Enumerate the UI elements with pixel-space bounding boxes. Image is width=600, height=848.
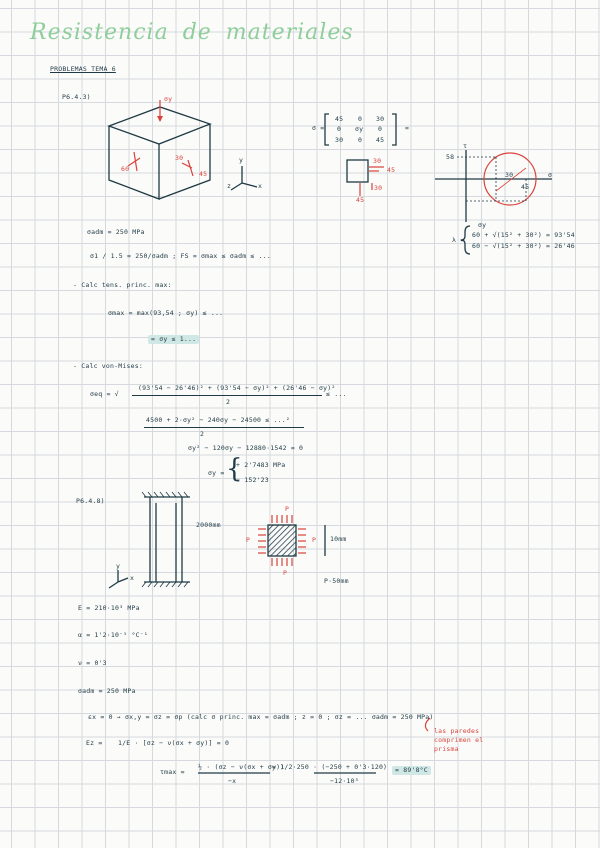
von-mises-lhs: σeq = √ [90, 390, 119, 398]
p-area: P·50mm [324, 577, 349, 585]
mohr-30-label: 30 [505, 171, 514, 179]
solutions-prefix: σy = [208, 469, 225, 477]
von-mises-denominator: 2 [226, 398, 231, 406]
matrix-cell: 45 [335, 115, 344, 123]
page-title: Resistencia de materiales [30, 20, 354, 45]
element-top-label: 30 [373, 157, 382, 165]
calc-von-mises-heading: - Calc von-Mises: [73, 362, 143, 370]
mohr-58-label: 58 [446, 153, 455, 161]
matrix-cell: 0 [378, 125, 383, 133]
tau-max-middle: = 1/2·250 · (−250 + 0'3·120) [272, 763, 388, 771]
element-left-label: 45 [356, 196, 365, 204]
matrix-cell: σy [355, 125, 364, 133]
lambda-line: σy [478, 221, 487, 229]
p-label-left: P [246, 536, 251, 544]
sigma-max-equation: σmax = max(93,54 ; σy) ≤ ... [108, 309, 224, 317]
equation-3: σy² − 120σy − 12880·1542 = 0 [188, 444, 304, 452]
tau-max-result: = 89'8°C [392, 766, 431, 775]
von-mises-rhs: ≤ ... [326, 390, 347, 398]
p-label-top: P [285, 505, 290, 513]
sigma-adm-1: σadm = 250 MPa [87, 228, 145, 236]
mohr-sigma-label: σ [548, 171, 553, 179]
cube-right-top-label: 30 [175, 154, 184, 162]
prism-height: 2000mm [196, 521, 221, 529]
mohr-tau-label: τ [463, 142, 468, 150]
element-side: 10mm [330, 535, 347, 543]
lambda-line: 60 + √(15² + 30²) = 93'54 [472, 231, 575, 239]
axis-z-label: z [227, 182, 232, 190]
element-bottom-label: 30 [374, 184, 383, 192]
calc-principal-heading: - Calc tens. princ. max: [73, 281, 172, 289]
tau-max-denominator-2: −12·10³ [330, 777, 359, 785]
matrix-cell: 0 [358, 115, 363, 123]
sigma-adm-2: σadm = 250 MPa [78, 687, 136, 695]
cube-left-label: 60 [121, 165, 130, 173]
tau-max-denominator-1: −x [228, 777, 237, 785]
axes-2d [109, 570, 128, 588]
axis-2d-x: x [130, 574, 135, 582]
solution-1: + 2'7483 MPa [236, 461, 286, 469]
matrix-cell: 45 [376, 136, 385, 144]
note-line-3: prisma [434, 745, 459, 753]
equation-2-denominator: 2 [200, 430, 205, 438]
p-label-right: P [312, 536, 317, 544]
matrix-prefix: σ = [312, 124, 325, 132]
tau-max-lhs: τmax = [160, 768, 185, 776]
thermal-coefficient: α = 1'2·10⁻⁵ °C⁻¹ [78, 631, 148, 639]
equation-2-numerator: 4500 + 2·σy² − 240σy − 24500 ≤ ...² [146, 416, 290, 424]
lambda-prefix: λ = [452, 236, 465, 244]
solutions-brace: { [226, 454, 243, 484]
lambda-line: 60 − √(15² + 30²) = 26'46 [472, 242, 575, 250]
matrix-suffix: = [405, 124, 410, 132]
solution-2: − 152'23 [236, 476, 269, 484]
failure-criterion: σ1 / 1.5 = 250/σadm ; FS = σmax ≤ σadm ≤ ... [90, 252, 271, 260]
problem-2-label: P6.4.8) [76, 497, 105, 505]
prism-column [142, 492, 190, 587]
axis-2d-y: y [116, 562, 121, 570]
von-mises-numerator: (93'54 − 26'46)² + (93'54 − σy)² + (26'46 − σy)² [138, 384, 336, 392]
poisson-ratio: ν = 0'3 [78, 659, 107, 667]
matrix-cell: 30 [376, 115, 385, 123]
sigma-max-result: = σy ≤ 1... [148, 335, 199, 344]
element-right-label: 45 [387, 166, 396, 174]
boundary-condition: εx = 0 → σx,y = σz = σp (calc σ princ. max = σadm ; z = 0 ; σz = ... σadm = 250 MPa) [88, 713, 434, 721]
axis-x-label: x [258, 182, 263, 190]
note-line-2: comprimen el [434, 736, 484, 744]
matrix-cell: 30 [335, 136, 344, 144]
strain-z-rhs: 1/E · [σz − ν(σx + σy)] = 0 [118, 739, 230, 747]
matrix-cell: 0 [358, 136, 363, 144]
youngs-modulus: E = 210·10³ MPa [78, 604, 140, 612]
p-label-bottom: P [283, 569, 288, 577]
mohr-45-label: 45 [521, 183, 530, 191]
tau-max-numerator: ½ · (σz − ν(σx + σy)) [198, 763, 285, 771]
section-heading: PROBLEMAS TEMA 6 [50, 65, 116, 73]
strain-z-lhs: Ez = [86, 739, 103, 747]
matrix-cell: 0 [337, 125, 342, 133]
problem-1-label: P6.4.3) [62, 93, 91, 101]
axis-y-label: y [239, 156, 244, 164]
cube-sigma-y-label: σy [164, 95, 173, 103]
note-line-1: las paredes [434, 727, 480, 735]
cube-right-bottom-label: 45 [199, 170, 208, 178]
